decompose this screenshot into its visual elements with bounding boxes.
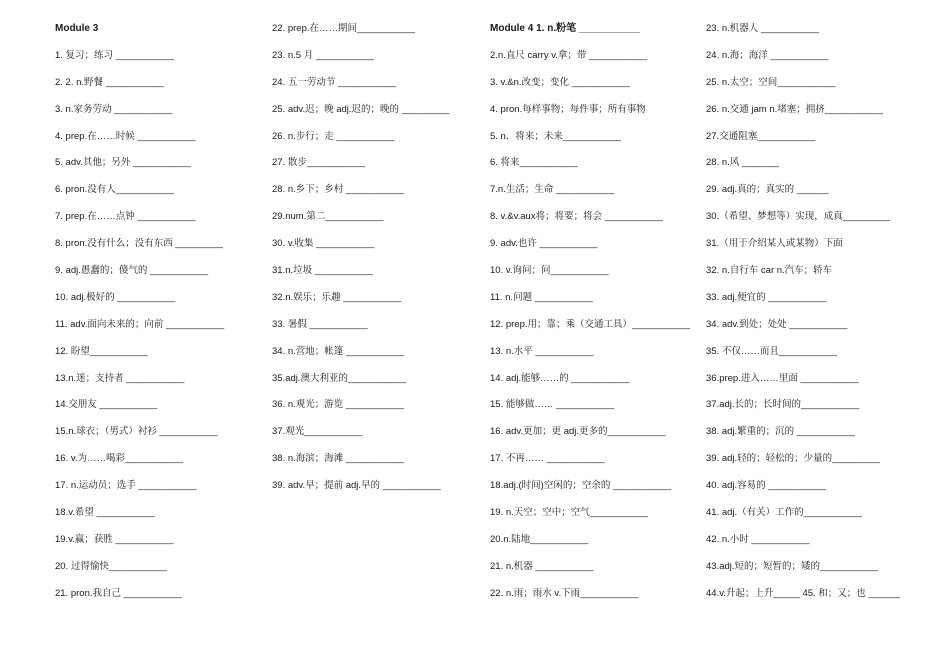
vocab-item: 9. adj.愚蠢的；傻气的 ___________ <box>55 265 209 277</box>
vocab-item: 39. adj.轻的；轻松的；少量的_________ <box>706 453 880 465</box>
vocab-item: 12. 盼望___________ <box>55 345 148 357</box>
vocab-item: 31.n.垃圾 ___________ <box>272 265 373 277</box>
vocab-item: 25. n.太空；空间___________ <box>706 76 836 88</box>
vocab-item: 21. pron.我自己 ___________ <box>55 587 182 599</box>
vocab-item: 35.adj.澳大利亚的___________ <box>272 372 407 384</box>
column-module3-part1 <box>55 21 265 613</box>
vocab-item: 24. 五一劳动节 ___________ <box>272 76 397 88</box>
vocab-item: 41. adj.（有关）工作的___________ <box>706 507 862 519</box>
vocab-item: 4. pron.每样事物；每件事；所有事物 <box>490 103 646 115</box>
vocab-item: 38. adj.繁重的；沉的 ___________ <box>706 426 855 438</box>
vocab-item: 2. 2. n.野餐 ___________ <box>55 76 164 88</box>
vocab-item: 44.v.升起；上升_____ 45. 和；又；也 ______ <box>706 587 901 599</box>
vocab-item: 13.n.迷；支持者 ___________ <box>55 372 185 384</box>
vocab-item: 13. n.水平 ___________ <box>490 345 594 357</box>
vocab-item: 18.adj.(时间)空闲的；空余的 ___________ <box>490 480 672 492</box>
vocab-item: 29.num.第二___________ <box>272 211 384 223</box>
column-module4-part1 <box>490 21 700 613</box>
module-4-heading: Module 4 1. n.粉笔 ___________ <box>490 23 641 34</box>
vocab-item: 10. v.询问；问___________ <box>490 265 609 277</box>
column-module4-part2 <box>706 21 916 613</box>
vocab-item: 26. n.交通 jam n.堵塞；拥挤___________ <box>706 103 883 115</box>
vocab-item: 7.n.生活；生命 ___________ <box>490 184 615 196</box>
vocab-item: 11. adv.面向未来的；向前 ___________ <box>55 318 225 330</box>
vocab-item: 14. adj.能够……的 ___________ <box>490 372 630 384</box>
vocab-item: 19.v.赢；获胜 ___________ <box>55 533 174 545</box>
vocab-item: 14.交朋友 ___________ <box>55 399 158 411</box>
vocab-item: 23. n.5 月 ___________ <box>272 49 374 61</box>
vocab-item: 16. adv.更加；更 adj.更多的___________ <box>490 426 666 438</box>
vocab-item: 20.n.陆地___________ <box>490 533 589 545</box>
vocab-item: 17. 不再…… ___________ <box>490 453 605 465</box>
vocab-item: 27.交通阻塞___________ <box>706 130 816 142</box>
vocab-item: 11. n.问题 ___________ <box>490 291 593 303</box>
vocab-item: 16. v.为……喝彩___________ <box>55 453 184 465</box>
vocab-item: 6. pron.没有人___________ <box>55 184 174 196</box>
vocab-item: 19. n.天空；空中；空气___________ <box>490 507 648 519</box>
vocab-item: 23. n.机器人 ___________ <box>706 23 820 34</box>
vocab-item: 20. 过得愉快___________ <box>55 560 167 572</box>
vocab-item: 30.（希望、梦想等）实现，成真_________ <box>706 211 891 223</box>
vocab-item: 28. n.风 _______ <box>706 157 779 169</box>
vocab-item: 43.adj.短的；短暂的；矮的___________ <box>706 560 879 572</box>
vocab-item: 10. adj.极好的 ___________ <box>55 291 176 303</box>
vocab-item: 12. prep.用；靠；乘（交通工具）___________ <box>490 318 691 330</box>
vocab-item: 22. n.雨；雨水 v.下雨___________ <box>490 587 639 599</box>
vocab-item: 33. 暑假 ___________ <box>272 318 368 330</box>
vocab-item: 5. adv.其他；另外 ___________ <box>55 157 192 169</box>
vocab-item: 25. adv.迟；晚 adj.迟的；晚的 _________ <box>272 103 450 115</box>
vocab-item: 8. pron.没有什么；没有东西 _________ <box>55 238 223 250</box>
vocab-item: 8. v.&v.aux将；将要；将会 ___________ <box>490 211 663 223</box>
vocab-item: 15.n.球衣；（男式）衬衫 ___________ <box>55 426 218 438</box>
vocab-item: 31.（用于介绍某人或某物）下面 <box>706 238 843 250</box>
vocab-item: 27. 散步___________ <box>272 157 365 169</box>
vocab-item: 15. 能够做…… ___________ <box>490 399 615 411</box>
vocab-item: 21. n.机器 ___________ <box>490 560 594 572</box>
vocab-item: 2.n.直尺 carry v.拿；带 ___________ <box>490 49 648 61</box>
vocab-item: 26. n.步行；走 ___________ <box>272 130 395 142</box>
vocab-item: 39. adv.早；提前 adj.早的 ___________ <box>272 480 441 492</box>
vocab-item: 3. v.&n.改变；变化 ___________ <box>490 76 630 88</box>
vocab-item: 30. v.收集 ___________ <box>272 238 375 250</box>
vocab-item: 32. n.自行车 car n.汽车；轿车 <box>706 265 833 277</box>
vocab-item: 38. n.海滨；海滩 ___________ <box>272 453 405 465</box>
vocab-item: 34. adv.到处；处处 ___________ <box>706 318 848 330</box>
vocab-item: 37.观光___________ <box>272 426 363 438</box>
vocab-item: 17. n.运动员；选手 ___________ <box>55 480 197 492</box>
vocab-item: 37.adj.长的；长时间的___________ <box>706 399 860 411</box>
vocab-item: 40. adj.容易的 ___________ <box>706 480 827 492</box>
vocab-item: 9. adv.也许 ___________ <box>490 238 598 250</box>
vocab-item: 36.prep.进入……里面 ___________ <box>706 372 859 384</box>
vocab-item: 28. n.乡下；乡村 ___________ <box>272 184 405 196</box>
vocab-item: 22. prep.在……期间___________ <box>272 23 416 34</box>
vocab-item: 6. 将来___________ <box>490 157 578 169</box>
vocab-item: 1. 复习；练习 ___________ <box>55 49 174 61</box>
vocab-item: 5. n．将来；未来___________ <box>490 130 621 142</box>
vocab-item: 18.v.希望 ___________ <box>55 507 155 519</box>
vocab-item: 42. n.小时 ___________ <box>706 533 810 545</box>
vocab-item: 4. prep.在……时候 ___________ <box>55 130 196 142</box>
vocab-item: 36. n.观光；游览 ___________ <box>272 399 405 411</box>
column-module3-part2 <box>272 21 482 505</box>
vocab-item: 33. adj.便宜的 ___________ <box>706 291 827 303</box>
vocab-item: 32.n.娱乐；乐趣 ___________ <box>272 291 402 303</box>
vocab-item: 34. n.营地；帐篷 ___________ <box>272 345 405 357</box>
vocab-item: 7. prep.在……点钟 ___________ <box>55 211 196 223</box>
module-3-heading: Module 3 <box>55 23 99 34</box>
vocab-item: 3. n.家务劳动 ___________ <box>55 103 173 115</box>
vocab-item: 35. 不仅……而且___________ <box>706 345 837 357</box>
vocab-item: 29. adj.真的；真实的 ______ <box>706 184 829 196</box>
vocab-item: 24. n.海；海洋 ___________ <box>706 49 829 61</box>
